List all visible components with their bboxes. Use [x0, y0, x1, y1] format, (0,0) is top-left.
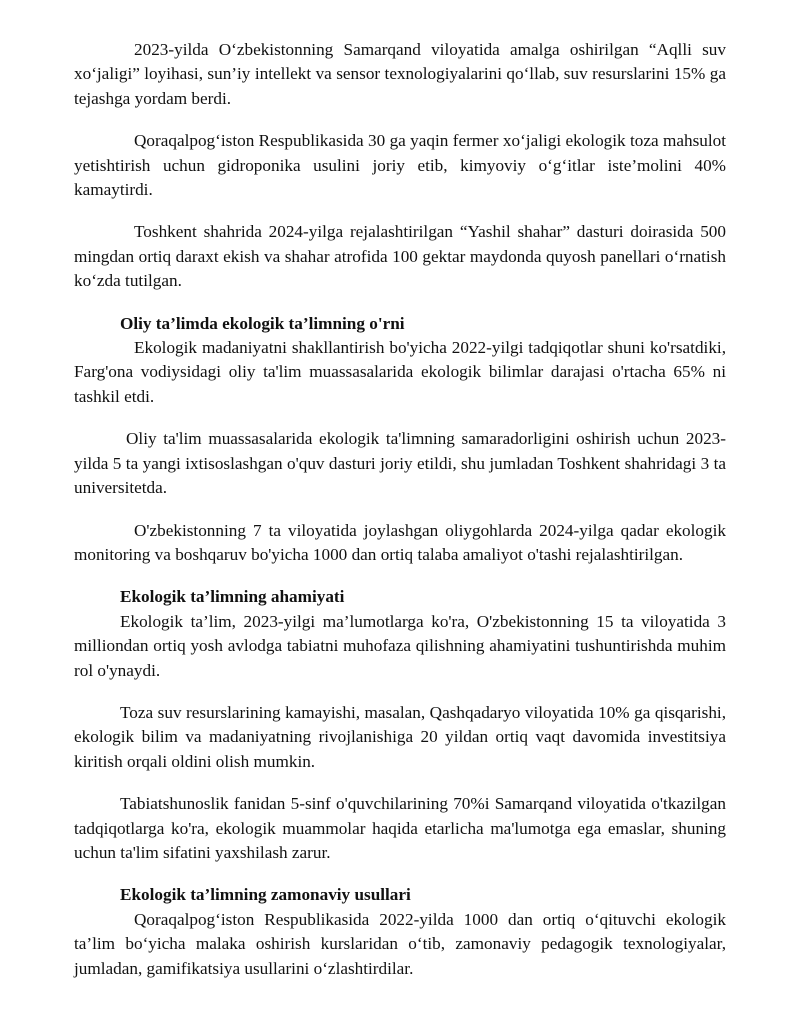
section-heading-higher-education: Oliy ta’limda ekologik ta’limning o'rni [120, 313, 405, 333]
paragraph-karakalpakstan-hydroponics: Qoraqalpog‘iston Respublikasida 30 ga yaqin fermer xo‘jaligi ekologik toza mahsulot yetishtirish uchun gidroponika usulini joriy etib, kimyoviy o‘g‘itlar iste’molini 40% kamaytirdi. [74, 131, 726, 200]
document-page [74, 38, 726, 981]
paragraph-tashkent-green-city: Toshkent shahrida 2024-yilga rejalashtirilgan “Yashil shahar” dasturi doirasida 500 mingdan ortiq daraxt ekish va shahar atrofida 100 gektar maydonda quyosh panellari o‘rnatish ko‘zda tutilgan. [74, 222, 726, 291]
paragraph-water-resources: Toza suv resurslarining kamayishi, masalan, Qashqadaryo viloyatida 10% ga qisqarishi, ekologik bilim va madaniyatning rivojlanishiga 20 yildan ortiq vaqt davomida investitsiya kiritish orqali oldini olish mumkin. [74, 702, 726, 771]
paragraph-student-practice: O'zbekistonning 7 ta viloyatida joylashgan oliygohlarda 2024-yilga qadar ekologik monitoring va boshqaruv bo'yicha 1000 dan ortiq talaba amaliyot o'tashi rejalashtirilgan. [74, 520, 726, 564]
paragraph-new-curricula: Oliy ta'lim muassasalarida ekologik ta'limning samaradorligini oshirish uchun 2023-yilda 5 ta yangi ixtisoslashgan o'quv dasturi joriy etildi, shu jumladan Toshkent shahridagi 3 ta universitetda. [74, 429, 726, 498]
paragraph-fergana-research: Ekologik madaniyatni shakllantirish bo'yicha 2022-yilgi tadqiqotlar shuni ko'rsatdiki, Farg'ona vodiysidagi oliy ta'lim muassasalarida ekologik bilimlar darajasi o'rtacha 65% ni tashkil etdi. [74, 338, 726, 406]
paragraph-pupil-survey: Tabiatshunoslik fanidan 5-sinf o'quvchilarining 70%i Samarqand viloyatida o'tkazilgan tadqiqotlarga ko'ra, ekologik muammolar haqida etarlicha ma'lumotga ega emaslar, shuning uchun ta'lim sifatini yaxshilash zarur. [74, 794, 726, 862]
paragraph-samarqand-water: 2023-yilda O‘zbekistonning Samarqand viloyatida amalga oshirilgan “Aqlli suv xo‘jaligi” loyihasi, sun’iy intellekt va sensor texnologiyalarini qo‘llab, suv resurslarini 15% ga tejashga yordam berdi. [74, 40, 726, 108]
paragraph-teacher-training: Qoraqalpog‘iston Respublikasida 2022-yilda 1000 dan ortiq o‘qituvchi ekologik ta’lim bo‘yicha malaka oshirish kurslaridan o‘tib, zamonaviy pedagogik texnologiyalar, jumladan, gamifikatsiya usullarini o‘zlashtirdilar. [74, 909, 726, 978]
paragraph-youth-education: Ekologik ta’lim, 2023-yilgi ma’lumotlarga ko'ra, O'zbekistonning 15 ta viloyatida 3 milliondan ortiq yosh avlodga tabiatni muhofaza qilishning ahamiyatini tushuntirishda muhim rol o'ynaydi. [74, 611, 726, 680]
section-heading-importance: Ekologik ta’limning ahamiyati [120, 587, 345, 607]
section-heading-modern-methods: Ekologik ta’limning zamonaviy usullari [120, 885, 411, 905]
